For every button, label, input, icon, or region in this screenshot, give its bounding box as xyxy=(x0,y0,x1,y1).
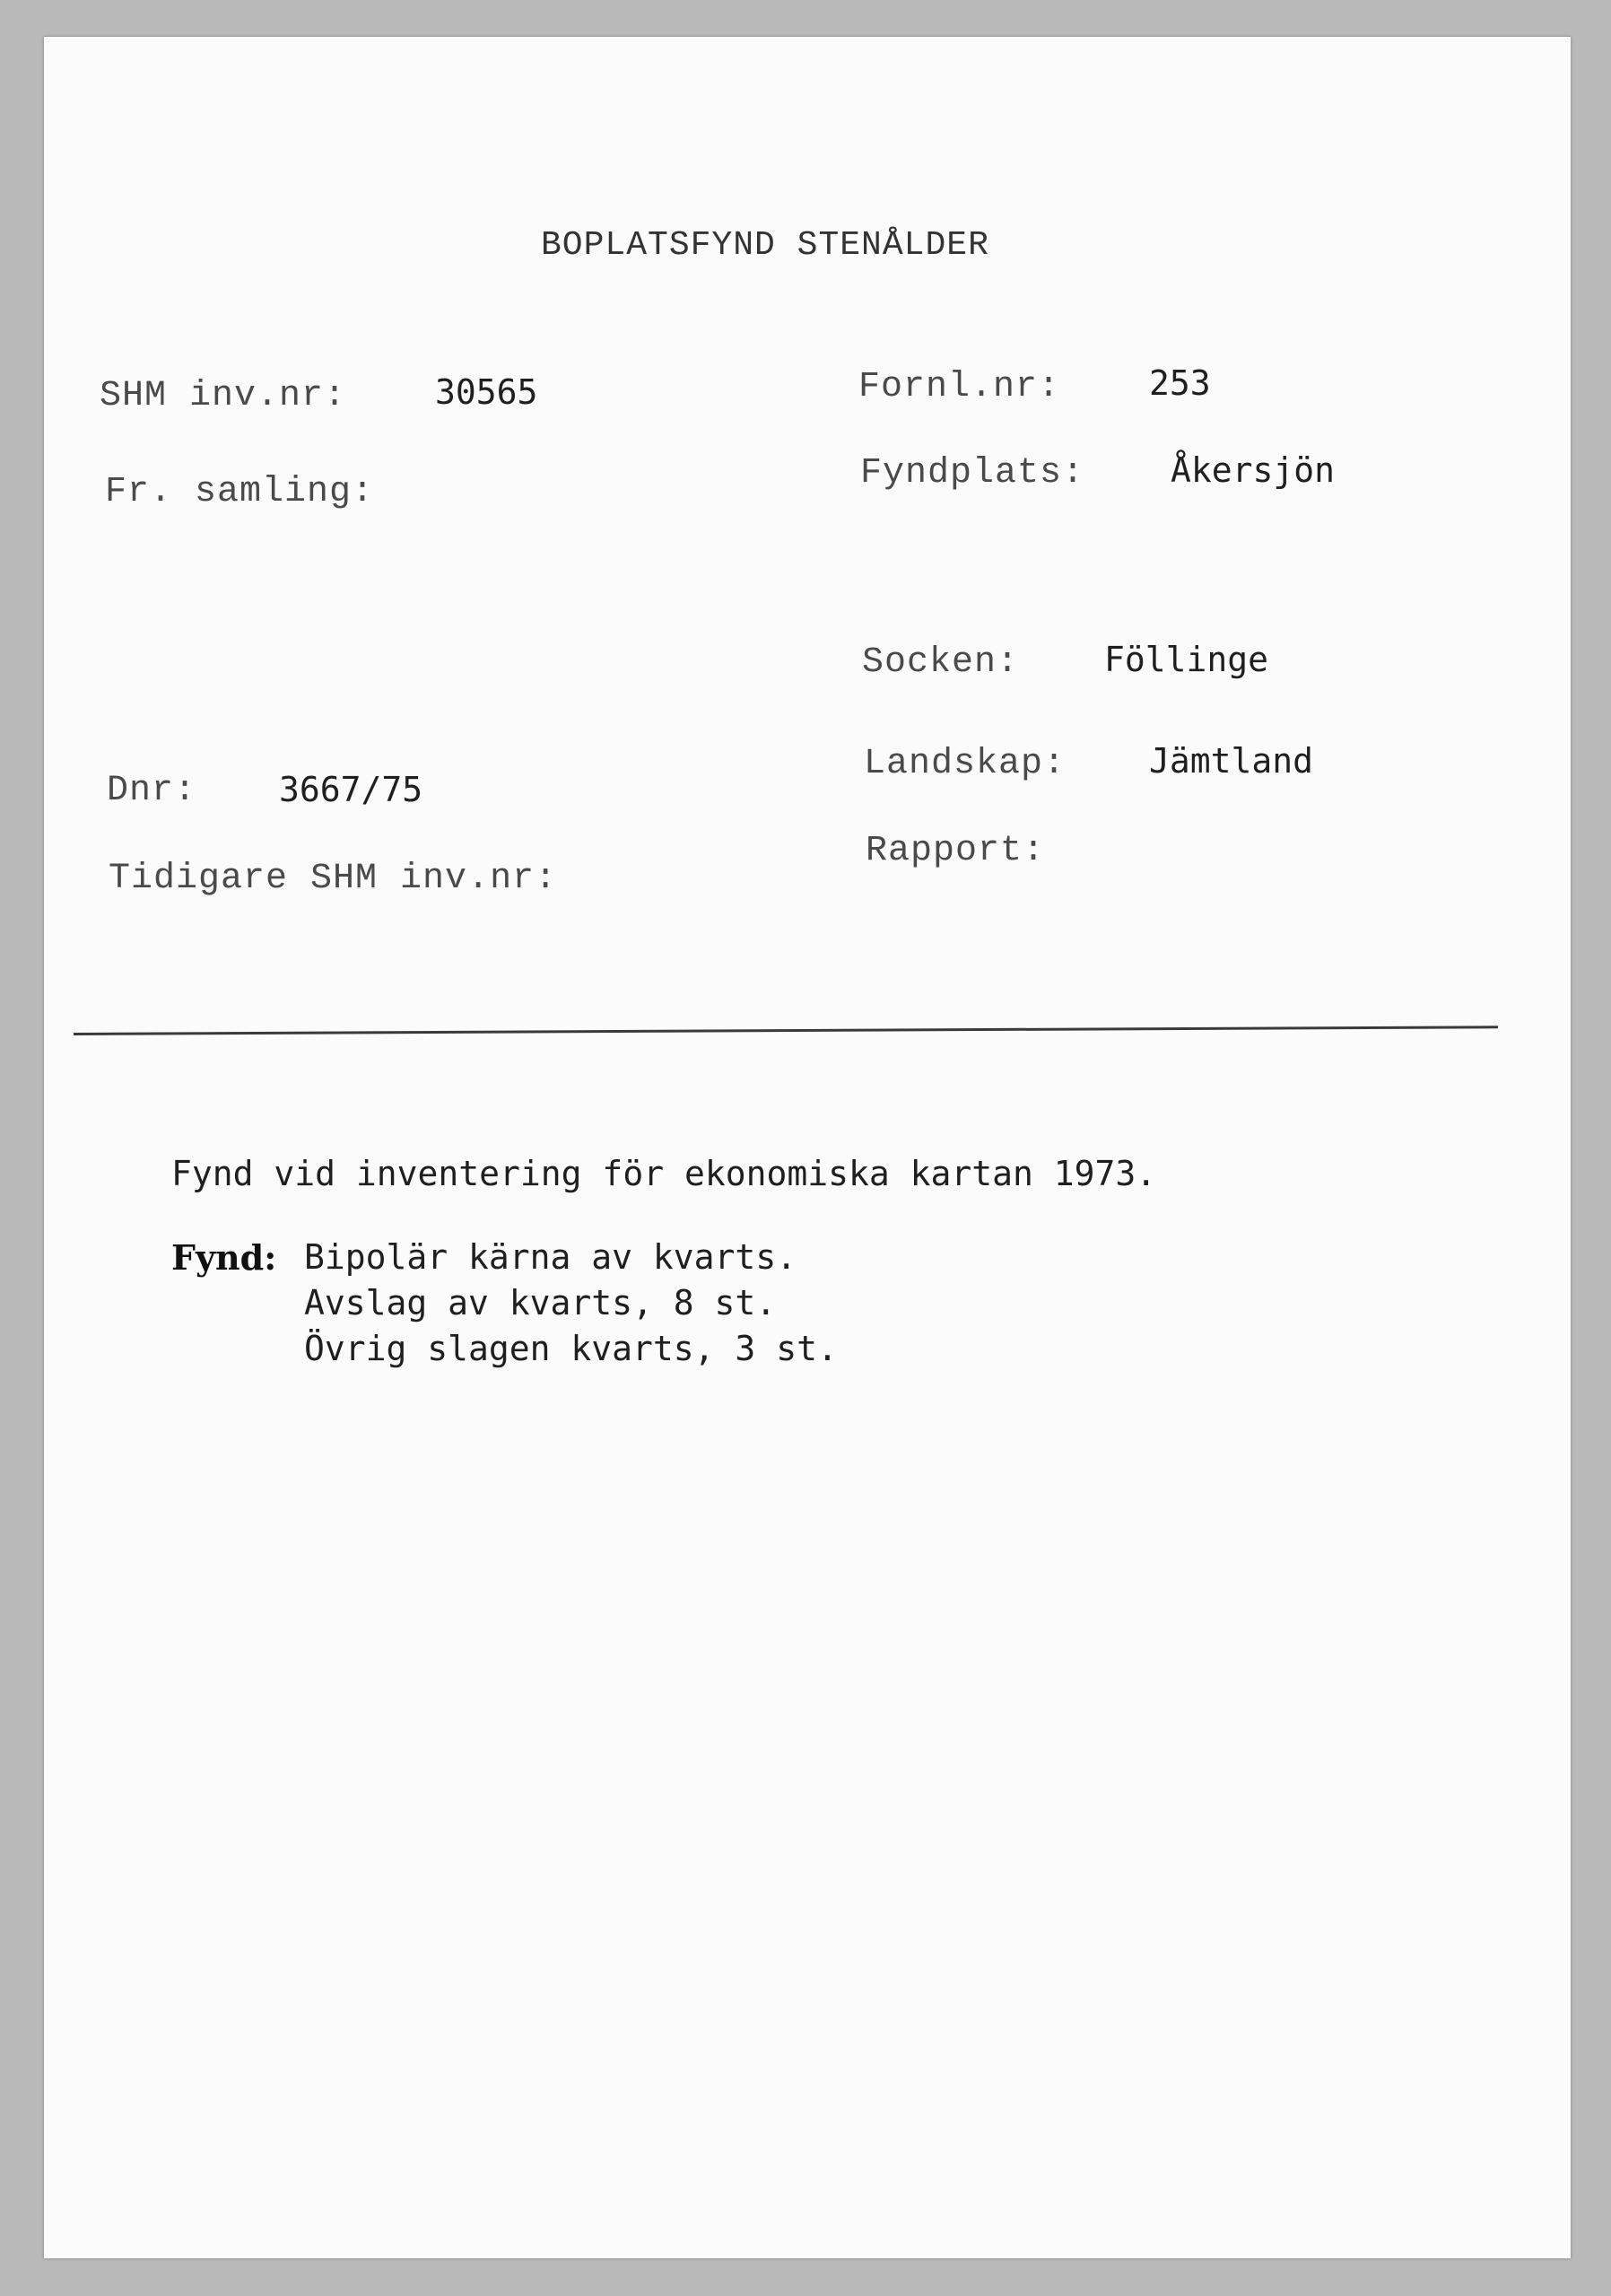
dnr-label: Dnr: xyxy=(107,771,197,811)
finds-label: Fynd: xyxy=(171,1237,277,1278)
fr-samling-label: Fr. samling: xyxy=(105,472,375,512)
landskap-value: Jämtland xyxy=(1149,741,1314,781)
fornl-label: Fornl.nr: xyxy=(858,367,1061,407)
finds-line-1: Bipolär kärna av kvarts. xyxy=(304,1237,797,1277)
socken-label: Socken: xyxy=(862,642,1020,683)
shm-inv-value: 30565 xyxy=(435,372,538,412)
fornl-value: 253 xyxy=(1149,363,1211,403)
fyndplats-label: Fyndplats: xyxy=(860,453,1085,493)
shm-inv-label: SHM inv.nr: xyxy=(100,376,347,416)
rapport-label: Rapport: xyxy=(866,831,1046,871)
card-title: BOPLATSFYND STENÅLDER xyxy=(541,226,989,265)
description-text: Fynd vid inventering för ekonomiska kartan 1973. xyxy=(171,1154,1157,1193)
landskap-label: Landskap: xyxy=(864,744,1067,784)
finds-line-2: Avslag av kvarts, 8 st. xyxy=(304,1283,777,1323)
catalog-card xyxy=(44,37,1571,2258)
dnr-value: 3667/75 xyxy=(279,770,423,809)
socken-value: Föllinge xyxy=(1104,640,1269,679)
finds-line-3: Övrig slagen kvarts, 3 st. xyxy=(304,1329,838,1368)
tidigare-label: Tidigare SHM inv.nr: xyxy=(109,859,558,899)
fyndplats-value: Åkersjön xyxy=(1171,450,1336,490)
